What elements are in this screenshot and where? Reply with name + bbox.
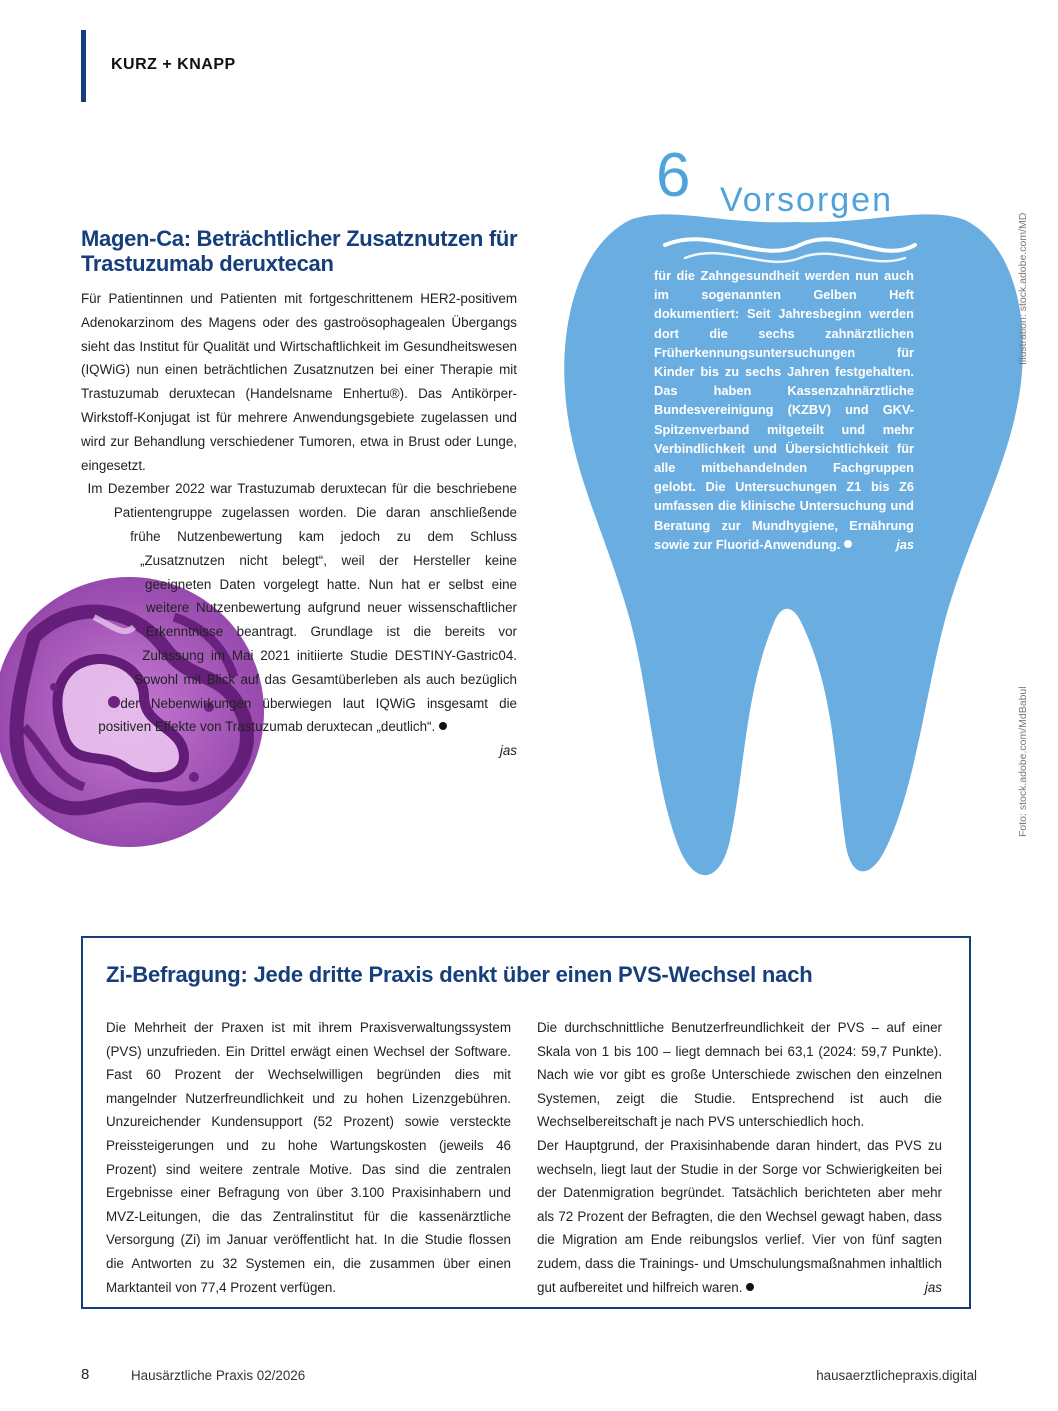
page-number: 8 xyxy=(81,1366,90,1383)
section-label: KURZ + KNAPP xyxy=(111,56,236,73)
box-title: Zi-Befragung: Jede dritte Praxis denkt über einen PVS-Wechsel nach xyxy=(106,962,813,987)
signoff-dot xyxy=(439,722,447,730)
info-box xyxy=(81,936,971,1309)
box-paragraph-3 xyxy=(537,1134,942,1299)
website-link[interactable]: hausaerztlichepraxis.digital xyxy=(816,1368,977,1383)
box-paragraph-1: Die Mehrheit der Praxen ist mit ihrem Praxisverwaltungssystem (PVS) unzufrieden. Ein Drittel erwägt einen Wechsel der Software. Fast 60 Prozent der Wechselwilligen begründen dies mit mangelnder Nutzerfreundlichkeit und zu hohen Lizenzgebühren. Unzureichender Kundensupport (52 Prozent) sowie versteckte Preissteigerungen und zu hohe Wartungskosten (jeweils 46 Prozent) sind weitere zentrale Motive. Das sind die zentralen Ergebnisse einer Befragung von über 3.100 Praxisinhabern und MVZ-Leitungen, die das Zentralinstitut für die kassenärztliche Versorgung (Zi) im Januar veröffentlicht hat. In die Studie flossen die Antworten zu 32 Systemen ein, die zusammen über einen Marktanteil von 77,4 Prozent verfügen. xyxy=(106,1020,511,1295)
box-column-right xyxy=(537,1016,942,1299)
article-title: Magen-Ca: Beträchtlicher Zusatznutzen für Trastuzumab deruxtecan xyxy=(81,226,518,276)
box-paragraph-3-text: Der Hauptgrund, der Praxisinhabende daran hindert, das PVS zu wechseln, liegt laut der Studie in der Sorge vor Schwierigkeiten bei der Datenmigration begründet. Tatsächlich berichteten aber mehr als 72 Prozent der Befragten, die den Wechsel gewagt haben, dass die Migration am Ende reibungslos verlief. Vier von fünf sagten zudem, dass die Trainings- und Umschulungsmaßnahmen inhaltlich gut aufbereitet und hilfreich waren. xyxy=(537,1137,942,1295)
tooth-number: 6 xyxy=(656,141,691,210)
signoff-dot xyxy=(844,540,852,548)
tooth-text xyxy=(654,266,914,554)
photo-credit: Foto: stock.adobe.com/MdBabul xyxy=(1017,686,1029,837)
tooth-body: für die Zahngesundheit werden nun auch im sogenannten Gelben Heft dokumentiert: Seit Jahresbeginn werden dort die sechs zahnärztlichen Früherkennungsuntersuchungen für Kinder bis zu sechs Jahren festgehalten. Das haben Kassenzahnärztliche Bundesvereinigung (KZBV) und GKV-Spitzenverband mitgeteilt und mehr Verbindlichkeit und Übersichtlichkeit für alle mitbehandelnden Fachgruppen gelobt. Die Untersuchungen Z1 bis Z6 umfassen die klinische Untersuchung und Beratung zur Mundhygiene, Ernährung sowie zur Fluorid-Anwendung. xyxy=(654,268,914,552)
tooth-author: jas xyxy=(896,536,914,552)
article-paragraph-2 xyxy=(81,477,517,759)
magazine-name: Hausärztliche Praxis 02/2026 xyxy=(131,1368,306,1383)
article-paragraph-1: Für Patientinnen und Patienten mit fortgeschrittenem HER2-positivem Adenokarzinom des Magens oder des gastroösophagealen Übergangs sieht das Institut für Qualität und Wirtschaftlichkeit im Gesundheitswesen (IQWiG) nun einen beträchtlichen Zusatznutzen bei einer Therapie mit Trastuzumab deruxtecan (Handelsname Enhertu®). Das Antikörper-Wirkstoff-Konjugat ist für mehrere Anwendungsgebiete zugelassen und wird zur Behandlung verschiedener Tumoren, etwa in Brust oder Lunge, eingesetzt. xyxy=(81,291,517,473)
box-author: jas xyxy=(924,1279,942,1295)
section-accent-bar xyxy=(81,30,86,102)
box-paragraph-2: Die durchschnittliche Benutzerfreundlichkeit der PVS – auf einer Skala von 1 bis 100 – liegt demnach bei 63,1 (2024: 59,7 Punkte). Nach wie vor gibt es große Unterschiede zwischen den einzelnen Systemen, zeigt die Studie. Entsprechend ist auch die Wechselbereitschaft je nach PVS unterschiedlich hoch. xyxy=(537,1020,942,1130)
article-author: jas xyxy=(499,743,517,759)
tooth-heading: Vorsorgen xyxy=(720,181,893,219)
article-paragraph-2-text: Im Dezember 2022 war Trastuzumab deruxtecan für die beschriebene Patientengruppe zugelassen worden. Die daran anschließende frühe Nutzenbewertung kam jedoch zu dem Schluss „Zusatznutzen nicht belegt“, weil der Hersteller keine geeigneten Daten vorgelegt hatte. Nun hat er selbst eine weitere Nutzenbewertung aufgrund neuer wissenschaftlicher Erkenntnisse beantragt. Grundlage ist die bereits vor Zulassung im Mai 2021 initiierte Studie DESTINY-Gastric04. Sowohl mit Blick auf das Gesamtüberleben als auch bezüglich der Nebenwirkungen überwiegen laut IQWiG insgesamt die positiven Effekte von Trastuzumab deruxtecan „deutlich“. xyxy=(87,481,517,735)
box-column-left xyxy=(106,1016,511,1299)
illustration-credit: Illustration: stock.adobe.com/MD xyxy=(1017,212,1029,365)
article-body xyxy=(81,287,517,795)
signoff-dot xyxy=(746,1283,754,1291)
